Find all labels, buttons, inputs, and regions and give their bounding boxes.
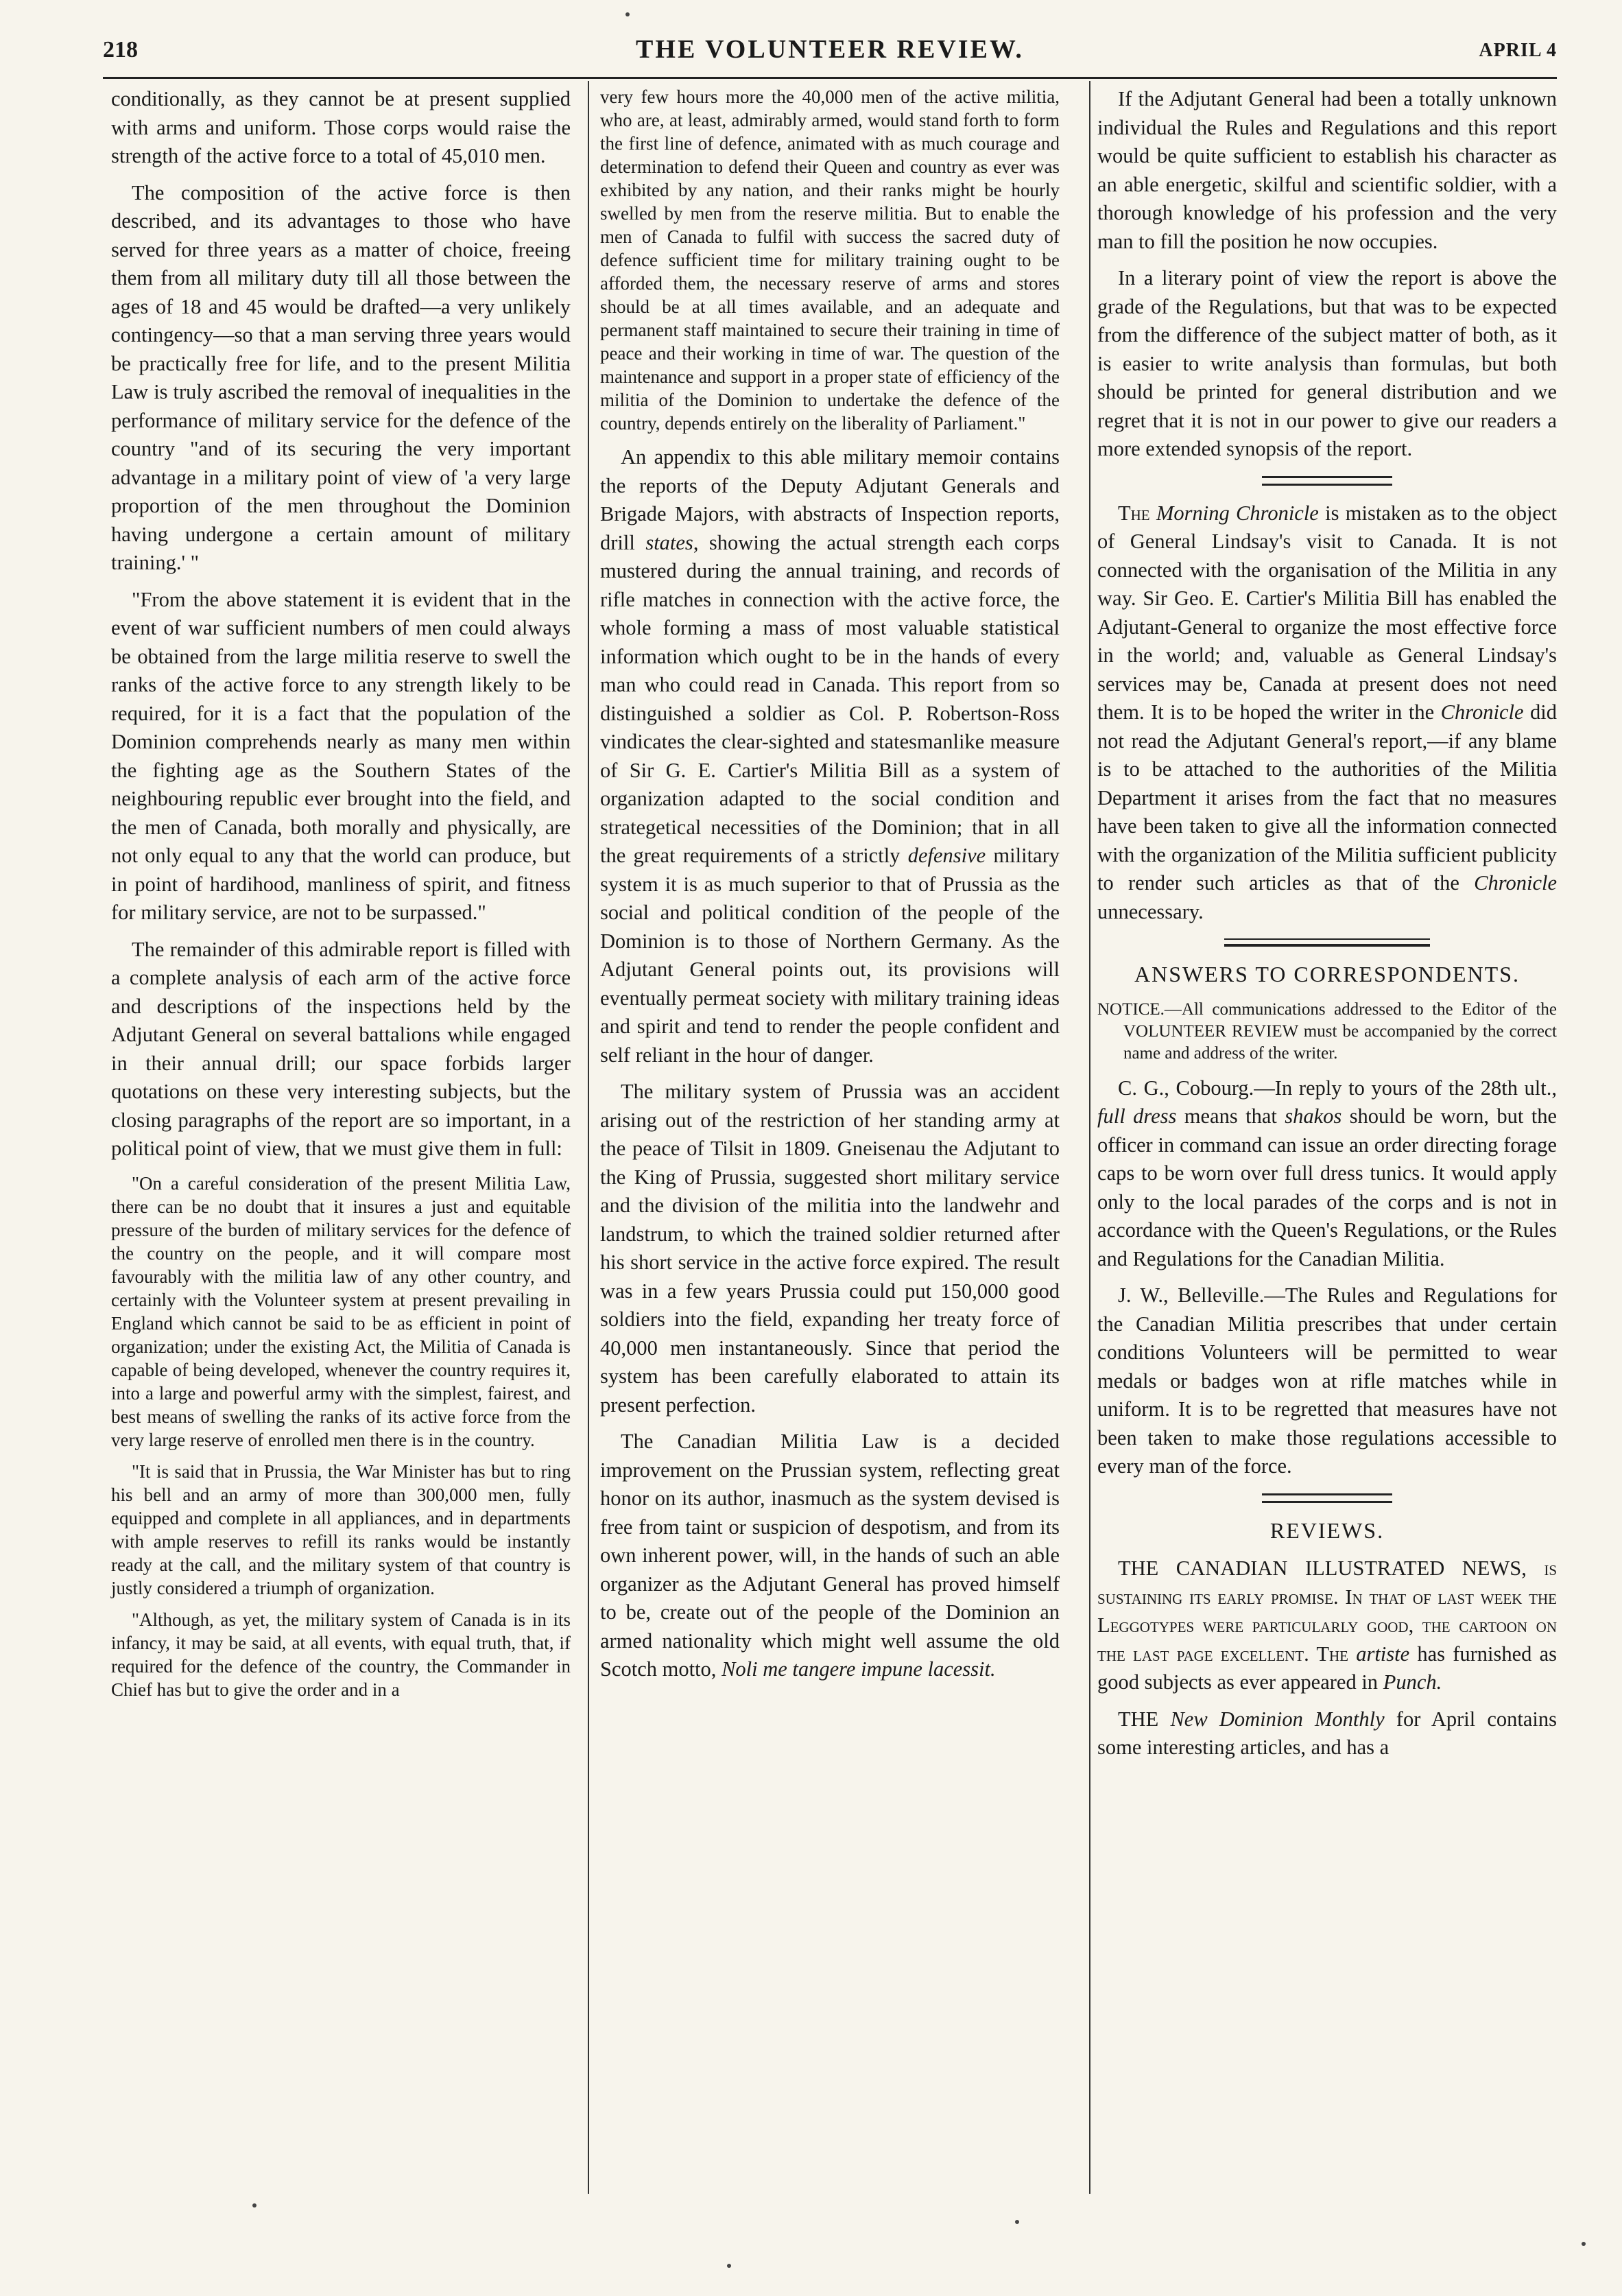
issue-date: APRIL 4 xyxy=(1479,40,1557,61)
paragraph: The composition of the active force is then described, and its advantages to those who have served for three years as a matter of choice, freeing them from all military duty till all those between the ages of 18 and 45 would be drafted—a very unlikely contingency—so that a man serving three years would be practically free for life, and to the present Militia Law is truly ascribed the removal of inequalities in the performance of military service for the defence of the country "and of its securing the very important advantage in a military point of view of 'a very large proportion of the men throughout the Dominion having undergone a certain amount of military training.' " xyxy=(111,180,571,574)
quoted-paragraph: "Although, as yet, the military system of Canada is in its infancy, it may be said, at all events, with equal truth, that, if required for the defence of the country, the Commander in Chief has but to give the order and in a xyxy=(111,1609,571,1700)
quoted-paragraph: "On a careful consideration of the present Militia Law, there can be no doubt that it insures a just and equitable pressure of the burden of military services for the defence of the country on the people, and it will compare most favourably with the militia law of any other country, and certainly with the Volunteer system at present prevailing in England which cannot be said to be as efficient in point of organization; under the existing Act, the Militia of Canada is capable of being developed, whenever the country requires it, into a large and powerful army with the simplest, fairest, and best means of swelling the ranks of its active force from the very large reserve of enrolled men there is in the country. xyxy=(111,1172,571,1450)
latin-motto: Noli me tangere impune lacessit. xyxy=(721,1657,996,1681)
masthead-title: THE VOLUNTEER REVIEW. xyxy=(636,35,1024,64)
paragraph: The Canadian Militia Law is a decided improvement on the Prussian system, reflecting great honor on its author, inasmuch as the system devised is free from taint or suspicion of despotism, and from its own inherent power, will, in the hands of such an able organizer as the Adjutant General has proved himself to be, create out of the people of the Dominion an armed nationality which might well assume the old Scotch motto, Noli me tangere impune lacessit. xyxy=(600,1430,1060,1681)
paragraph: An appendix to this able military memoir contains the reports of the Deputy Adjutant Generals and Brigade Majors, with abstracts of Inspection reports, drill states, showing the actual strength each corps mustered during the annual training, and records of rifle matches in connection with the active force, the whole forming a mass of most valuable statistical information which ought to be in the hands of every man who could read in Canada. This report from so distinguished a soldier as Col. P. Robertson-Ross vindicates the clear-sighted and statesmanlike measure of Sir G. E. Cartier's Militia Bill as a system of organization adapted to the social condition and strategetical necessities of the Dominion; that in all the great requirements of a strictly defensive military system it is as much superior to that of Prussia as the social and political condition of the people of the Dominion is to those of Northern Germany. As the Adjutant General points out, its provisions will eventually permeat society with military training ideas and spirit and tend to render the people confident and self reliant in the hour of danger. xyxy=(600,445,1060,1067)
paragraph: conditionally, as they cannot be at present supplied with arms and uniform. Those corps would raise the strength of the active force to a total of 45,010 men. xyxy=(111,87,571,167)
paragraph: J. W., Belleville.—The Rules and Regulations for the Canadian Militia prescribes that under certain conditions Volunteers will be permitted to wear medals or badges won at rifle matches while in uniform. It is to be regretted that measures have not been taken to make those regulations accessible to every man of the force. xyxy=(1097,1283,1557,1478)
section-divider xyxy=(1262,476,1392,486)
section-divider xyxy=(1224,938,1430,947)
paragraph: If the Adjutant General had been a totally unknown individual the Rules and Regulations and this report would be quite sufficient to establish his character as an able energetic, skilful and scientific soldier, with a thorough knowledge of his profession and the very man to fill the position he now occupies. xyxy=(1097,87,1557,253)
paragraph: The Morning Chronicle is mistaken as to the object of General Lindsay's visit to Canada. It is not connected with the organisation of the Militia in any way. Sir Geo. E. Cartier's Militia Bill has enabled the Adjutant-General to organize the most effective force in the world; and, valuable as General Lindsay's services may be, Canada at present does not need them. It is to be hoped the writer in the Chronicle did not read the Adjutant General's report,—if any blame is to be attached to the authorities of the Militia Department it arises from the fact that no measures have been taken to give all the information connected with the organization of the Militia sufficient publicity to render such articles as that of the Chronicle unnecessary. xyxy=(1097,501,1558,923)
quoted-paragraph: "It is said that in Prussia, the War Minister has but to ring his bell and an army of more than 300,000 men, fully equipped and complete in all appliances, and in departments with ample reserves to refill its ranks would be instantly ready at the call, and the military system of that country is justly considered a triumph of organization. xyxy=(111,1460,571,1598)
notice: NOTICE.—All communications addressed to the Editor of the VOLUNTEER REVIEW must be accompanied by the correct name and address of the writer. xyxy=(1097,999,1557,1063)
reviews-heading: REVIEWS. xyxy=(1269,1517,1385,1543)
column-2 xyxy=(600,85,1060,1692)
paragraph: THE New Dominion Monthly for April contains some interesting articles, and has a xyxy=(1097,1707,1558,1759)
column-3 xyxy=(1097,85,1557,1771)
paragraph: In a literary point of view the report is above the grade of the Regulations, but that was to be expected from the difference of the subject matter of both, as it is easier to write analysis than formulas, but both should be printed for general distribution and we regret that it is not in our power to give our readers a more extended synopsis of the report. xyxy=(1097,266,1557,460)
page-header xyxy=(103,30,1557,71)
answers-heading: ANSWERS TO CORRESPONDENTS. xyxy=(1134,962,1520,986)
page-number: 218 xyxy=(103,37,138,62)
section-divider xyxy=(1262,1493,1392,1503)
quoted-paragraph: very few hours more the 40,000 men of the active militia, who are, at least, admirably armed, would stand forth to form the first line of defence, animated with as much courage and determination to defend their Queen and country as ever was exhibited by any nation, and their ranks might be hourly swelled by men from the reserve militia. But to enable the men of Canada to fulfil with success the sacred duty of defence sufficient time for military training ought to be afforded them, the necessary reserve of arms and stores should be at all times available, and an adequate and permanent staff maintained to secure their training in time of peace and their working in time of war. The question of the maintenance and support in a proper state of efficiency of the militia of the Dominion to undertake the defence of the country, depends entirely on the liberality of Parliament." xyxy=(600,86,1060,434)
paragraph: The remainder of this admirable report is filled with a complete analysis of each arm of the active force and descriptions of the inspections held by the Adjutant General on several battalions while engaged in their annual drill; our space forbids larger quotations on these very interesting subjects, but the closing paragraphs of the report are so important, in a political point of view, that we must give them in full: xyxy=(111,937,571,1160)
column-1 xyxy=(111,85,571,1709)
paragraph: THE CANADIAN ILLUSTRATED NEWS, is sustaining its early promise. In that of last week the Leggotypes were particularly good, the cartoon on the last page excellent. The artiste has furnished as good subjects as ever appeared in Punch. xyxy=(1097,1557,1557,1694)
paragraph: The military system of Prussia was an accident arising out of the restriction of her standing army at the peace of Tilsit in 1809. Gneisenau the Adjutant to the King of Prussia, suggested short military service and the division of the militia into the landwehr and landstrum, to which the trained soldier returned after his short service in the active force expired. The result was in a few years Prussia could put 150,000 good soldiers into the field, expanding her treaty force of 40,000 men instantaneously. Since that period the system has been carefully elaborated to attain its present perfection. xyxy=(600,1080,1060,1417)
paragraph: C. G., Cobourg.—In reply to yours of the 28th ult., full dress means that shakos should be worn, but the officer in command can issue an order directing forage caps to be worn over full dress tunics. It would apply only to the local parades of the corps and is not in accordance with the Queen's Regulations, or the Rules and Regulations for the Canadian Militia. xyxy=(1097,1076,1558,1270)
paragraph: "From the above statement it is evident that in the event of war sufficient numbers of men could always be obtained from the large militia reserve to swell the ranks of the active force to any strength likely to be required, for it is a fact that the population of the Dominion comprehends nearly as many men within the fighting age as the Southern States of the neighbouring republic ever brought into the field, and the men of Canada, both morally and physically, are not only equal to any that the world can produce, but in point of hardihood, manliness of spirit, and fitness for military service, are not to be surpassed." xyxy=(111,587,571,924)
column-rule-2 xyxy=(1089,81,1090,2194)
column-rule-1 xyxy=(588,81,589,2194)
header-rule xyxy=(103,77,1557,79)
